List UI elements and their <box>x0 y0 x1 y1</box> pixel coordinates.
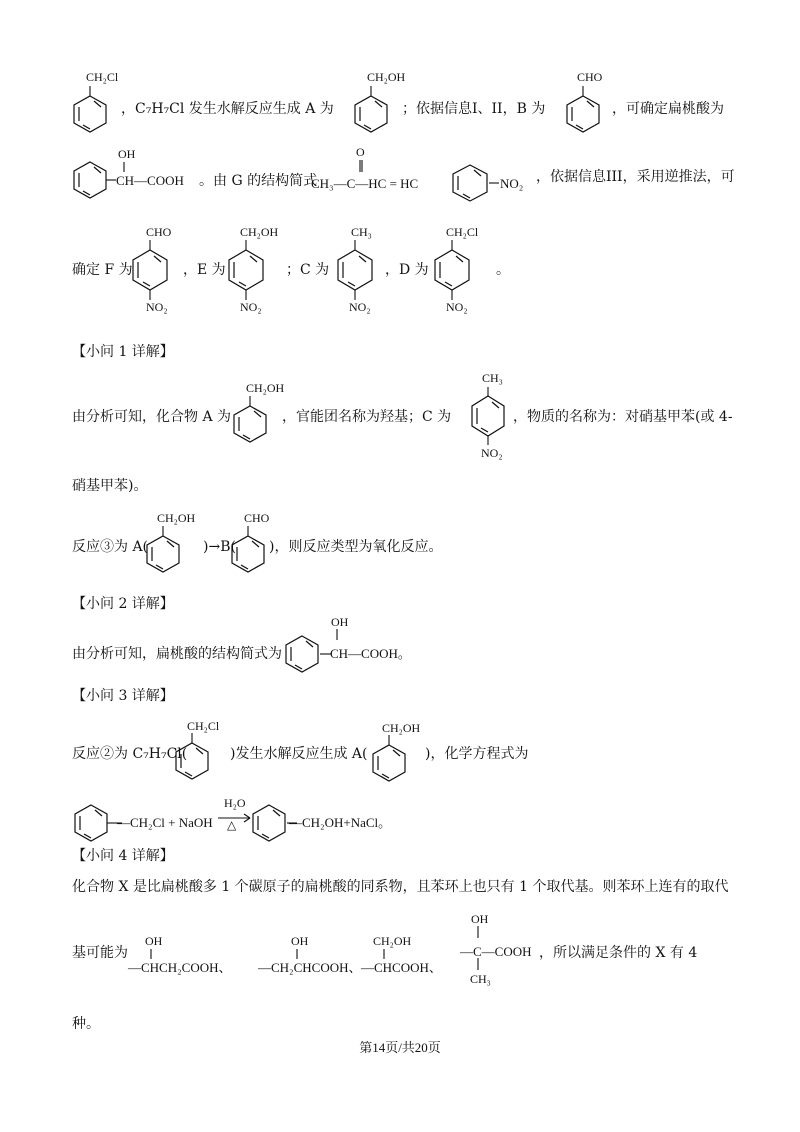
q3-eq-cond-bottom: △ <box>227 818 237 832</box>
q4-sub3-top: CH₂OH <box>373 934 412 948</box>
q4-text2-start: 基可能为 <box>72 945 128 961</box>
c-no2: NO₂ <box>349 300 371 314</box>
c-top: CH₃ <box>351 225 372 239</box>
q1-r3-a: 反应③为 A( <box>72 539 149 555</box>
q2-text: 由分析可知，扁桃酸的结构简式为 <box>72 646 282 662</box>
ring3-substituent: CHO <box>577 70 603 84</box>
line1-text1: ，C₇H₇Cl 发生水解反应生成 A 为 <box>121 101 334 117</box>
q4-sub4-bottom: CH₃ <box>470 972 491 986</box>
q4-heading: 【小问 4 详解】 <box>72 848 174 864</box>
line3-text-d: ，D 为 <box>385 262 429 278</box>
line3-text-e: ，E 为 <box>183 262 226 278</box>
q1-text-b: ，官能团名称为羟基；C 为 <box>282 409 452 425</box>
d-no2: NO₂ <box>446 300 468 314</box>
q3-a-top: CH₂Cl <box>187 719 220 733</box>
q3-eq-left: —CH₂Cl + NaOH <box>117 815 213 830</box>
ring1-substituent: CH₂Cl <box>86 70 119 84</box>
q1-text-d: 硝基甲苯)。 <box>72 478 148 494</box>
q1-text-a: 由分析可知，化合物 A 为 <box>72 409 232 425</box>
q3-eq-cond-top: H₂O <box>224 796 246 810</box>
q4-sub4-top: OH <box>471 912 489 926</box>
q1-r3-end: )，则反应类型为氧化反应。 <box>269 539 443 555</box>
g-formula: CH₃—C—HC = HC <box>311 176 419 191</box>
q2-oh: OH <box>331 615 349 629</box>
q3-text-b: )发生水解反应生成 A( <box>230 746 368 762</box>
q4-sub4: —C—COOH <box>460 944 532 959</box>
q1-heading: 【小问 1 详解】 <box>72 344 174 360</box>
q3-text-c: )，化学方程式为 <box>425 746 529 762</box>
line2-text2: ，依据信息III，采用逆推法，可 <box>536 169 735 185</box>
q1-c-top: CH₃ <box>482 371 503 385</box>
q4-sub3: —CHCOOH、 <box>361 960 442 975</box>
page-footer: 第14页/共20页 <box>359 1040 441 1055</box>
q2-heading: 【小问 2 详解】 <box>72 596 174 612</box>
q1-r3-b-top: CHO <box>244 511 270 525</box>
mandelic-ch-cooh: CH—COOH <box>116 173 184 188</box>
q3-b-top: CH₂OH <box>382 721 421 735</box>
line3-text-f: 确定 F 为 <box>72 262 133 278</box>
e-no2: NO₂ <box>240 300 262 314</box>
q1-text-c: ，物质的名称为：对硝基甲苯(或 4- <box>513 409 733 425</box>
line2-text1: 。由 G 的结构简式 <box>199 173 318 189</box>
q1-a-top: CH₂OH <box>246 381 285 395</box>
q4-sub1: —CHCH₂COOH、 <box>128 960 232 975</box>
q4-text1: 化合物 X 是比扁桃酸多 1 个碳原子的扁桃酸的同系物，且苯环上也只有 1 个取代基。则苯环上连有的取代 <box>72 879 729 895</box>
q3-eq-right: —CH₂OH+NaCl。 <box>289 815 392 830</box>
q1-c-bottom: NO₂ <box>481 446 503 460</box>
line1-text3: ，可确定扁桃酸为 <box>612 101 724 117</box>
q3-text-a: 反应②为 C₇H₇Cl( <box>72 746 188 762</box>
g-no2: NO₂ <box>500 176 524 191</box>
q2-ch-cooh: CH—COOH。 <box>330 646 411 661</box>
q4-text2-end: ，所以满足条件的 X 有 4 <box>539 945 698 961</box>
line1-text2: ；依据信息I、II，B 为 <box>402 101 546 117</box>
q4-sub2-top: OH <box>291 934 309 948</box>
line3-text-c: ；C 为 <box>286 262 330 278</box>
benzene-ring-icon <box>251 805 287 841</box>
q4-sub2: —CH₂CHCOOH、 <box>258 960 362 975</box>
q4-sub1-top: OH <box>145 934 163 948</box>
q3-heading: 【小问 3 详解】 <box>72 688 174 704</box>
q4-text3: 种。 <box>72 1016 100 1032</box>
q1-r3-a-top: CH₂OH <box>157 511 196 525</box>
ring2-substituent: CH₂OH <box>367 70 406 84</box>
e-top: CH₂OH <box>240 225 279 239</box>
mandelic-oh: OH <box>118 147 136 161</box>
g-carbonyl-o: O <box>356 145 365 159</box>
f-top: CHO <box>146 225 172 239</box>
f-no2: NO₂ <box>146 300 168 314</box>
d-top: CH₂Cl <box>446 225 479 239</box>
line3-end: 。 <box>496 262 510 278</box>
q1-r3-arrow: )→B( <box>203 539 236 555</box>
